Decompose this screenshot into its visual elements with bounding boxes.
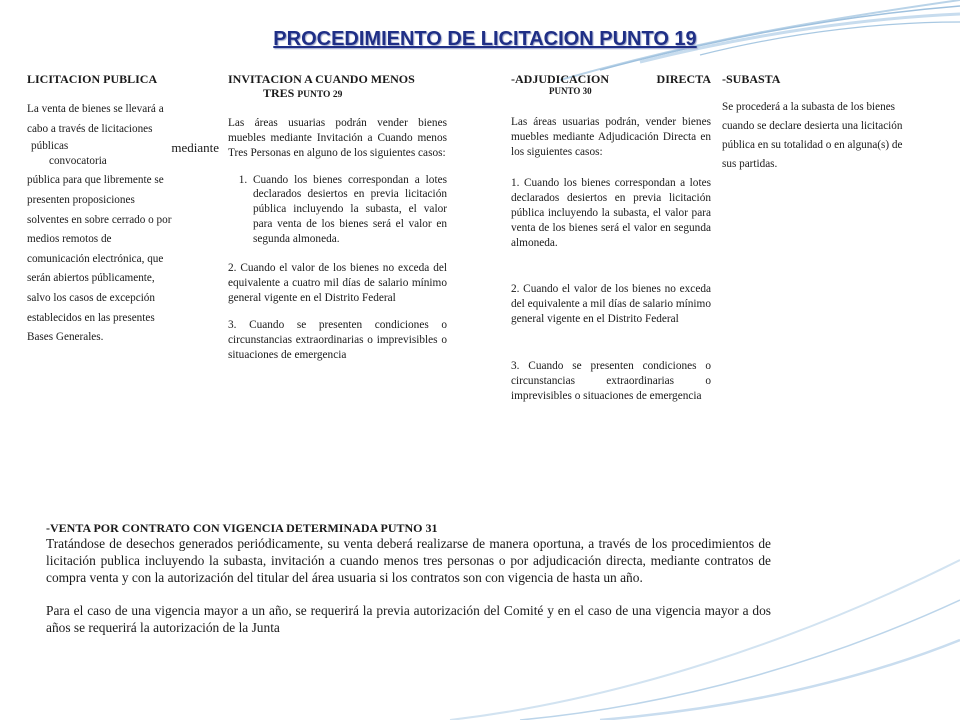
heading-adjudicacion <box>511 72 711 97</box>
column-subasta <box>722 72 907 187</box>
col1-line: La venta de bienes se llevará a <box>27 103 164 116</box>
col1-line: serán abiertos públicamente, <box>27 272 155 285</box>
col1-publicas: públicas <box>31 139 69 152</box>
heading-adjudicacion-b: DIRECTA <box>656 72 711 86</box>
col3-item-2: 2. Cuando el valor de los bienes no exceda del equivalente a mil días de salario mínimo general vigente en el Distrito Federal <box>511 283 711 326</box>
col3-intro: Las áreas usuarias podrán, vender bienes muebles mediante Adjudicación Directa en los siguientes casos: <box>511 116 711 158</box>
col1-line: presenten proposiciones <box>27 194 135 207</box>
column-adjudicacion <box>511 72 711 416</box>
col2-item-1: 1. Cuando los bienes correspondan a lotes declarados desiertos en previa licitación pública incluyendo la subasta, el valor para venta de los bienes será el valor en segunda almoneda. <box>250 173 447 248</box>
heading-venta-contrato: -VENTA POR CONTRATO CON VIGENCIA DETERMINADA PUTNO 31 <box>46 521 438 535</box>
col4-body: Se procederá a la subasta de los bienes cuando se declare desierta una licitación pública en su totalidad o en alguna(s) de sus partidas. <box>722 101 903 171</box>
column-licitacion-publica <box>27 72 219 348</box>
col1-line: solventes en sobre cerrado o por <box>27 213 172 226</box>
section-venta-contrato <box>46 521 771 653</box>
col1-convocatoria: convocatoria <box>49 155 107 168</box>
heading-adjudicacion-a: -ADJUDICACION <box>511 72 609 86</box>
col1-line: comunicación electrónica, que <box>27 252 164 265</box>
col3-item-3: 3. Cuando se presenten condiciones o circunstancias extraordinarias o imprevisibles o situaciones de emergencia <box>511 360 711 402</box>
col2-intro: Las áreas usuarias podrán vender bienes muebles mediante Invitación a Cuando menos Tres Personas en alguno de los siguientes casos: <box>228 116 447 159</box>
slide-title: PROCEDIMIENTO DE LICITACION PUNTO 19 <box>273 28 697 50</box>
bottom-para-1: Tratándose de desechos generados periódicamente, su venta deberá realizarse de manera oportuna, a través de los procedimientos de licitación publica incluyendo la subasta, invitación a cuando menos tres personas o por adjudicación directa, mediante contratos de compra venta y con la autorización del titular del área usuaria si los contratos son con vigencia de hasta un año. <box>46 536 771 585</box>
column-invitacion <box>228 72 447 374</box>
col1-line: pública para que libremente se <box>27 174 164 187</box>
col1-mediante-row <box>27 140 219 156</box>
col1-line: medios remotos de <box>27 233 112 246</box>
heading-adjudicacion-punto: PUNTO 30 <box>549 86 592 97</box>
heading-subasta: -SUBASTA <box>722 72 781 86</box>
col1-line: establecidos en las presentes <box>27 311 155 324</box>
heading-invitacion-line2: TRES PUNTO 29 <box>263 86 343 101</box>
col3-item-1: 1. Cuando los bienes correspondan a lotes declarados desiertos en previa licitación pública incluyendo la subasta, el valor para venta de los bienes será el valor en segunda almoneda. <box>511 176 711 249</box>
col1-line: cabo a través de licitaciones <box>27 122 153 135</box>
heading-licitacion-publica: LICITACION PUBLICA <box>27 72 158 86</box>
col2-item-3: 3. Cuando se presenten condiciones o circunstancias extraordinarias o imprevisibles o situaciones de emergencia <box>228 318 447 361</box>
col1-line: salvo los casos de excepción <box>27 292 155 305</box>
col1-mediante: mediante <box>171 139 219 155</box>
bottom-para-2: Para el caso de una vigencia mayor a un año, se requerirá la previa autorización del Comité y en el caso de una vigencia mayor a dos años se requerirá la autorización de la Junta <box>46 602 771 635</box>
heading-invitacion-line1: INVITACION A CUANDO MENOS <box>228 72 415 86</box>
heading-invitacion-punto: PUNTO 29 <box>297 90 343 101</box>
col1-line: Bases Generales. <box>27 331 104 344</box>
col2-item-2: 2. Cuando el valor de los bienes no exceda del equivalente a cuatro mil días de salario mínimo general vigente en el Distrito Federal <box>228 262 447 304</box>
col2-list <box>228 173 447 248</box>
heading-invitacion <box>228 72 447 102</box>
